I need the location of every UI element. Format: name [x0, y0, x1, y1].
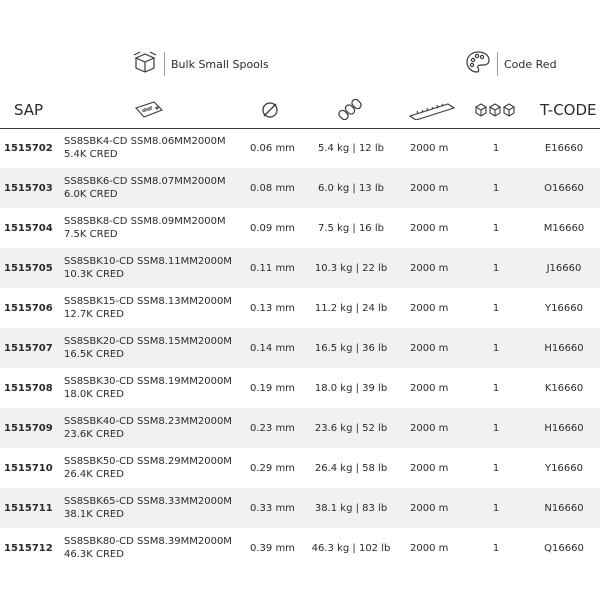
- tcode-cell: Q16660: [544, 542, 584, 554]
- table-header: [0, 92, 600, 129]
- sap-cell: 1515704: [4, 222, 53, 234]
- quantity-cell: 1: [492, 222, 500, 234]
- tcode-cell: H16660: [544, 342, 584, 354]
- table-row: [0, 208, 600, 248]
- description-cell: SS8SBK40-CD SSM8.23MM2000M 23.6K CRED: [64, 416, 232, 440]
- quantity-cell: 1: [492, 542, 500, 554]
- description-cell: SS8SBK50-CD SSM8.29MM2000M 26.4K CRED: [64, 456, 232, 480]
- tcode-header: T-CODE: [540, 101, 597, 119]
- table-row: [0, 408, 600, 448]
- sap-cell: 1515708: [4, 382, 53, 394]
- strength-cell: 23.6 kg | 52 lb: [314, 422, 388, 434]
- sap-cell: 1515706: [4, 302, 53, 314]
- quantity-cell: 1: [492, 342, 500, 354]
- diameter-cell: 0.33 mm: [250, 502, 295, 514]
- sap-cell: 1515703: [4, 182, 53, 194]
- tcode-cell: O16660: [544, 182, 584, 194]
- description-cell: SS8SBK6-CD SSM8.07MM2000M 6.0K CRED: [64, 176, 226, 200]
- length-cell: 2000 m: [410, 422, 449, 434]
- bulk-small-spools-tag: [132, 50, 269, 78]
- spools-label: Bulk Small Spools: [171, 57, 269, 71]
- table-row: [0, 368, 600, 408]
- diameter-cell: 0.23 mm: [250, 422, 295, 434]
- sap-cell: 1515707: [4, 342, 53, 354]
- strength-cell: 10.3 kg | 22 lb: [314, 262, 388, 274]
- length-cell: 2000 m: [410, 462, 449, 474]
- length-cell: 2000 m: [410, 222, 449, 234]
- strength-cell: 7.5 kg | 16 lb: [318, 222, 384, 234]
- diameter-cell: 0.14 mm: [250, 342, 295, 354]
- sap-cell: 1515710: [4, 462, 53, 474]
- tcode-cell: K16660: [544, 382, 584, 394]
- tcode-cell: Y16660: [545, 462, 583, 474]
- description-cell: SS8SBK80-CD SSM8.39MM2000M 46.3K CRED: [64, 536, 232, 560]
- tcode-cell: H16660: [544, 422, 584, 434]
- quantity-cell: 1: [492, 382, 500, 394]
- product-table: [0, 128, 600, 568]
- length-cell: 2000 m: [410, 302, 449, 314]
- spools-icon: [474, 92, 518, 128]
- quantity-cell: 1: [492, 142, 500, 154]
- top-bar: [0, 44, 600, 84]
- strength-cell: 11.2 kg | 24 lb: [314, 302, 388, 314]
- diameter-cell: 0.39 mm: [250, 542, 295, 554]
- table-row: [0, 288, 600, 328]
- code-red-tag: [465, 50, 557, 78]
- strength-cell: 18.0 kg | 39 lb: [314, 382, 388, 394]
- length-cell: 2000 m: [410, 382, 449, 394]
- diameter-cell: 0.13 mm: [250, 302, 295, 314]
- table-row: [0, 328, 600, 368]
- quantity-cell: 1: [492, 422, 500, 434]
- code-red-label: Code Red: [504, 57, 557, 71]
- sap-cell: 1515711: [4, 502, 53, 514]
- tcode-cell: N16660: [544, 502, 584, 514]
- strength-cell: 6.0 kg | 13 lb: [318, 182, 384, 194]
- length-cell: 2000 m: [410, 262, 449, 274]
- quantity-cell: 1: [492, 462, 500, 474]
- description-cell: SS8SBK65-CD SSM8.33MM2000M 38.1K CRED: [64, 496, 232, 520]
- quantity-cell: 1: [492, 502, 500, 514]
- chain-icon: [338, 92, 362, 128]
- tag-separator: [164, 52, 165, 76]
- diameter-cell: 0.29 mm: [250, 462, 295, 474]
- diameter-cell: 0.09 mm: [250, 222, 295, 234]
- tcode-cell: E16660: [544, 142, 584, 154]
- sap-cell: 1515702: [4, 142, 53, 154]
- strength-cell: 38.1 kg | 83 lb: [314, 502, 388, 514]
- tcode-cell: J16660: [546, 262, 582, 274]
- description-cell: SS8SBK30-CD SSM8.19MM2000M 18.0K CRED: [64, 376, 232, 400]
- table-row: [0, 488, 600, 528]
- sap-cell: 1515712: [4, 542, 53, 554]
- length-cell: 2000 m: [410, 342, 449, 354]
- quantity-cell: 1: [492, 182, 500, 194]
- length-cell: 2000 m: [410, 182, 449, 194]
- description-cell: SS8SBK20-CD SSM8.15MM2000M 16.5K CRED: [64, 336, 232, 360]
- length-cell: 2000 m: [410, 142, 449, 154]
- tcode-cell: M16660: [543, 222, 585, 234]
- strength-cell: 26.4 kg | 58 lb: [314, 462, 388, 474]
- barcode-icon: [134, 92, 164, 128]
- quantity-cell: 1: [492, 302, 500, 314]
- table-row: [0, 528, 600, 568]
- diameter-cell: 0.08 mm: [250, 182, 295, 194]
- description-cell: SS8SBK15-CD SSM8.13MM2000M 12.7K CRED: [64, 296, 232, 320]
- description-cell: SS8SBK10-CD SSM8.11MM2000M 10.3K CRED: [64, 256, 232, 280]
- box-icon: [132, 49, 158, 79]
- length-cell: 2000 m: [410, 542, 449, 554]
- length-cell: 2000 m: [410, 502, 449, 514]
- sap-cell: 1515705: [4, 262, 53, 274]
- ruler-icon: [408, 92, 456, 128]
- palette-icon: [465, 49, 491, 79]
- diameter-icon: [260, 92, 280, 128]
- description-cell: SS8SBK8-CD SSM8.09MM2000M 7.5K CRED: [64, 216, 226, 240]
- diameter-cell: 0.11 mm: [250, 262, 295, 274]
- sap-cell: 1515709: [4, 422, 53, 434]
- strength-cell: 16.5 kg | 36 lb: [314, 342, 388, 354]
- table-row: [0, 448, 600, 488]
- quantity-cell: 1: [492, 262, 500, 274]
- table-row: [0, 248, 600, 288]
- strength-cell: 46.3 kg | 102 lb: [311, 542, 391, 554]
- table-row: [0, 128, 600, 168]
- tcode-cell: Y16660: [545, 302, 583, 314]
- diameter-cell: 0.19 mm: [250, 382, 295, 394]
- diameter-cell: 0.06 mm: [250, 142, 295, 154]
- strength-cell: 5.4 kg | 12 lb: [318, 142, 384, 154]
- table-row: [0, 168, 600, 208]
- tag-separator: [497, 52, 498, 76]
- sap-header: SAP: [14, 101, 44, 119]
- description-cell: SS8SBK4-CD SSM8.06MM2000M 5.4K CRED: [64, 136, 226, 160]
